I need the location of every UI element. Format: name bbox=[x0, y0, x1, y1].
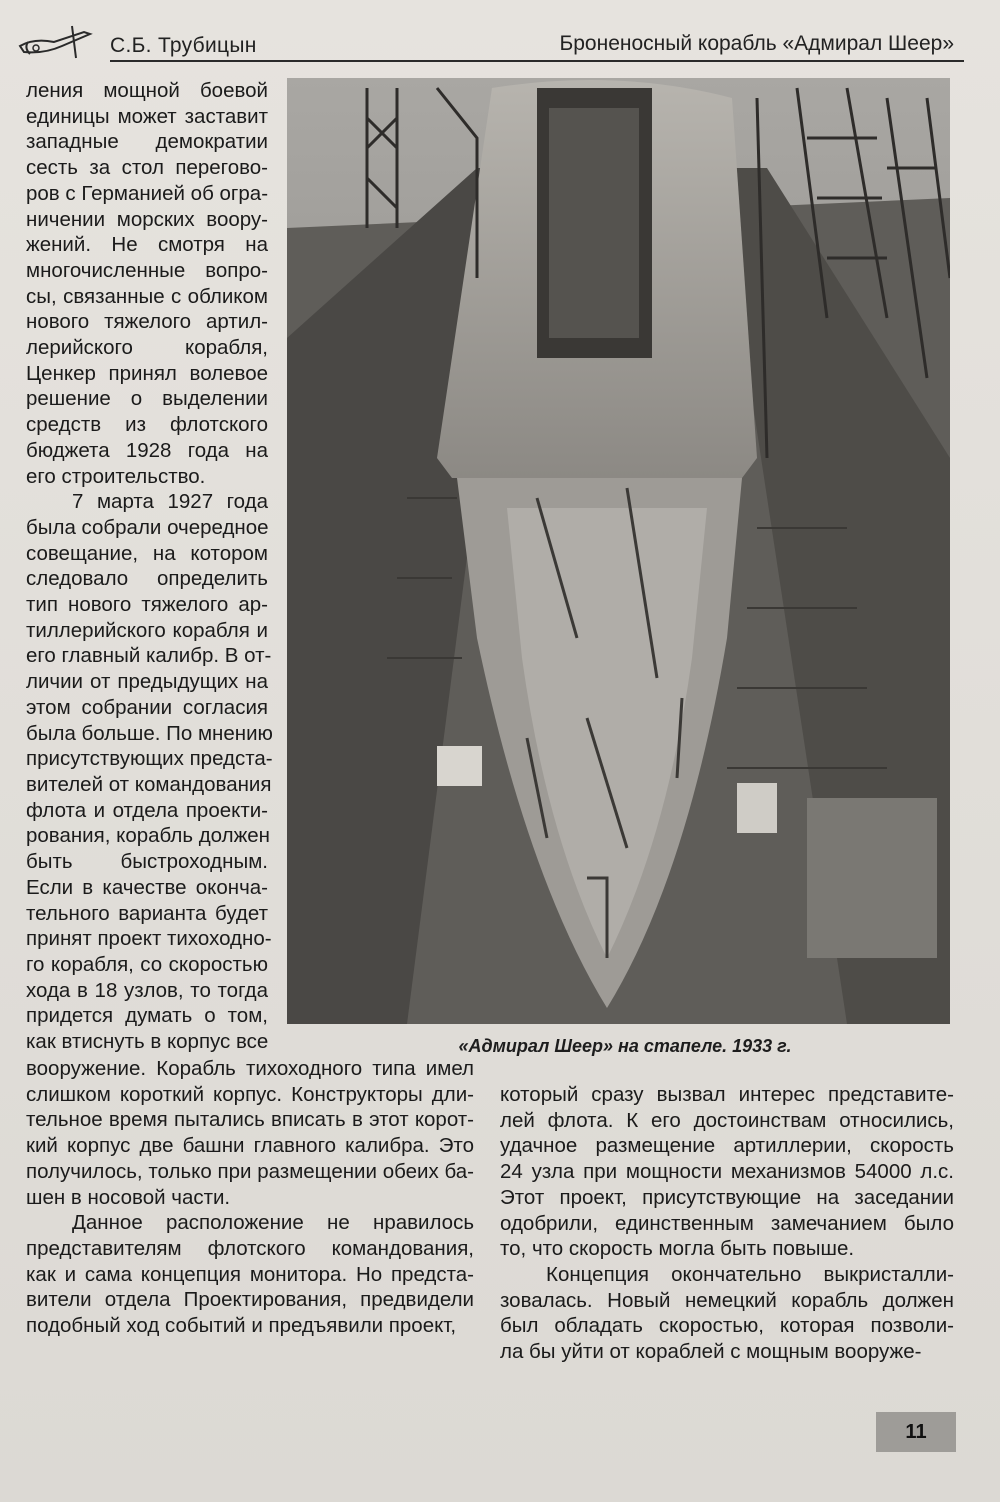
ship-on-slipway-photo bbox=[287, 78, 950, 1024]
text-line: его главный калибр. В от- bbox=[26, 644, 272, 668]
text-line: Если в качестве оконча- bbox=[26, 875, 268, 899]
text-line: лерийского корабля, bbox=[26, 336, 268, 360]
text-line: то, что скорость могла быть повыше. bbox=[500, 1237, 855, 1261]
text-line: был обладать скоростью, которая позволи- bbox=[500, 1314, 954, 1338]
book-title: Броненосный корабль «Адмирал Шеер» bbox=[559, 32, 954, 55]
text-line: 24 узла при мощности механизмов 54000 л.с. bbox=[500, 1160, 954, 1184]
page-number: 11 bbox=[876, 1412, 956, 1452]
text-line: получилось, только при размещении обеих ба- bbox=[26, 1159, 474, 1183]
header-rule bbox=[110, 60, 964, 62]
text-line: единицы может заставит bbox=[26, 104, 268, 128]
text-line: ла бы уйти от кораблей с мощным вооруже- bbox=[500, 1340, 922, 1364]
bottom-left-column-text bbox=[26, 1056, 474, 1339]
text-line: вооружение. Корабль тихоходного типа имел bbox=[26, 1057, 474, 1080]
text-line: флота и отдела проекти- bbox=[26, 798, 268, 822]
text-line: была собрали очередное bbox=[26, 515, 269, 539]
text-line: хода в 18 узлов, то тогда bbox=[26, 978, 268, 1002]
text-line: следовало определить bbox=[26, 567, 268, 591]
text-line: тип нового тяжелого ар- bbox=[26, 593, 268, 617]
text-line: личии от предыдущих на bbox=[26, 670, 268, 694]
text-line: зовалась. Новый немецкий корабль должен bbox=[500, 1288, 954, 1312]
text-line: Этот проект, присутствующие на заседании bbox=[500, 1185, 954, 1209]
text-line: этом собрании согласия bbox=[26, 695, 268, 719]
text-line: Данное расположение не нравилось bbox=[72, 1211, 474, 1235]
text-line: как втиснуть в корпус все bbox=[26, 1030, 269, 1054]
text-line: решение о выделении bbox=[26, 387, 268, 411]
text-line: Ценкер принял волевое bbox=[26, 361, 268, 385]
text-line: как и сама концепция монитора. Но предста- bbox=[26, 1262, 474, 1286]
text-line: Концепция окончательно выкристалли- bbox=[546, 1262, 954, 1286]
text-line: жений. Не смотря на bbox=[26, 233, 268, 257]
text-line: 7 марта 1927 года bbox=[72, 490, 268, 514]
text-line: ления мощной боевой bbox=[26, 79, 268, 102]
text-line: который сразу вызвал интерес представите- bbox=[500, 1083, 954, 1106]
text-line: вители отдела Проектирования, предвидели bbox=[26, 1288, 474, 1312]
author-name: С.Б. Трубицын bbox=[110, 34, 257, 57]
ship-logo-icon bbox=[14, 24, 98, 60]
text-line: бюджета 1928 года на bbox=[26, 438, 268, 462]
text-line: совещание, на котором bbox=[26, 541, 268, 565]
text-line: тельного варианта будет bbox=[26, 901, 268, 925]
text-line: придется думать о том, bbox=[26, 1004, 268, 1028]
text-line: подобный ход событий и предъявили проект, bbox=[26, 1314, 457, 1338]
text-line: ничении морских воору- bbox=[26, 207, 268, 231]
text-line: кий корпус две башни главного калибра. Это bbox=[26, 1134, 474, 1158]
text-line: слишком короткий корпус. Конструкторы дли- bbox=[26, 1082, 474, 1106]
photo-caption: «Адмирал Шеер» на стапеле. 1933 г. bbox=[458, 1036, 792, 1056]
text-line: сы, связанные с обликом bbox=[26, 284, 268, 308]
text-line: представителям флотского командования, bbox=[26, 1236, 474, 1260]
text-line: многочисленные вопро- bbox=[26, 258, 268, 282]
running-header bbox=[14, 24, 986, 62]
text-line: ров с Германией об огра- bbox=[26, 181, 269, 205]
text-line: лей флота. К его достоинствам относились, bbox=[500, 1108, 954, 1132]
text-line: присутствующих предста- bbox=[26, 747, 273, 771]
text-line: была больше. По мнению bbox=[26, 721, 273, 745]
text-line: вителей от командования bbox=[26, 772, 272, 796]
bottom-right-column-text bbox=[500, 1082, 954, 1365]
text-line: шен в носовой части. bbox=[26, 1185, 231, 1209]
text-line: тиллерийского корабля и bbox=[26, 618, 268, 642]
text-line: нового тяжелого артил- bbox=[26, 310, 268, 334]
photo-illustration bbox=[287, 78, 950, 1024]
text-line: его строительство. bbox=[26, 464, 206, 488]
text-line: сесть за стол перегово- bbox=[26, 156, 268, 180]
text-line: удачное размещение артиллерии, скорость bbox=[500, 1134, 954, 1158]
text-line: го корабля, со скоростью bbox=[26, 952, 268, 976]
left-column-text bbox=[26, 78, 273, 1055]
text-line: западные демократии bbox=[26, 130, 268, 154]
text-line: рования, корабль должен bbox=[26, 824, 270, 848]
text-line: принят проект тихоходно- bbox=[26, 927, 272, 951]
text-line: быть быстроходным. bbox=[26, 850, 268, 874]
text-line: средств из флотского bbox=[26, 413, 268, 437]
text-line: тельное время пытались вписать в этот корот- bbox=[26, 1108, 474, 1132]
text-line: одобрили, единственным замечанием было bbox=[500, 1211, 954, 1235]
